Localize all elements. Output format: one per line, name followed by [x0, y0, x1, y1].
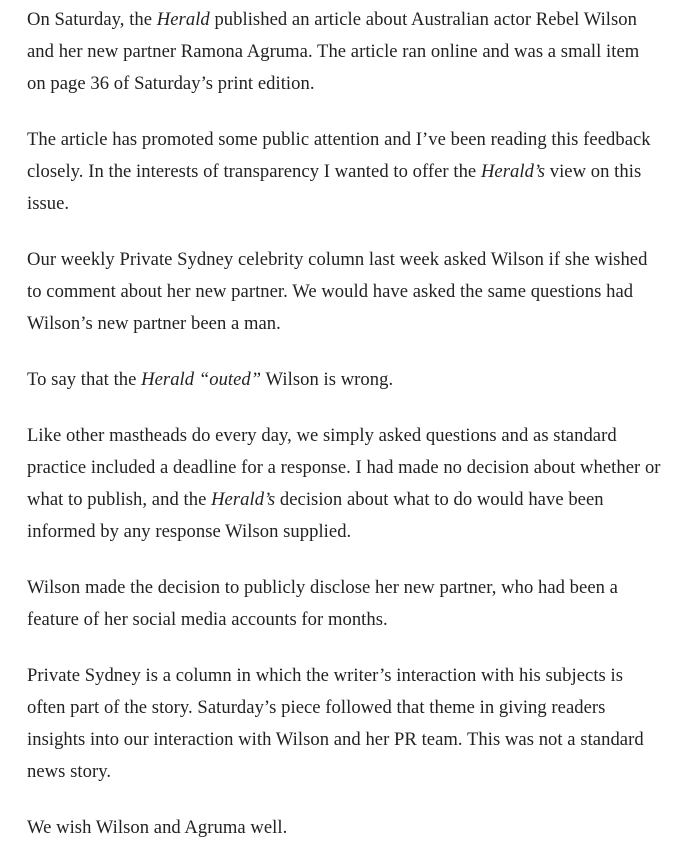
paragraph-4 [27, 364, 661, 396]
text-segment: decision about what to do would have been informed by any response Wilson supplied. [27, 489, 604, 542]
text-segment: Wilson is wrong. [261, 369, 394, 390]
text-segment: The article has promoted some public attention and I’ve been reading this feedback closely. In the interests of transparency I wanted to offer the [27, 129, 651, 182]
text-segment: Like other mastheads do every day, we simply asked questions and as standard practice included a deadline for a response. I had made no decision about whether or what to publish, and the [27, 425, 661, 510]
text-segment: published an article about Australian actor Rebel Wilson and her new partner Ramona Agruma. The article ran online and was a small item on page 36 of Saturday’s print edition. [27, 9, 640, 94]
paragraph-6 [27, 572, 661, 636]
paragraph-2 [27, 124, 661, 220]
paragraph-3 [27, 244, 661, 340]
paragraph-8 [27, 812, 661, 844]
text-segment: view on this issue. [27, 161, 642, 214]
masthead-name-italic: Herald [141, 369, 195, 390]
text-segment: Private Sydney is a column in which the writer’s interaction with his subjects is often part of the story. Saturday’s piece followed that theme in giving readers insights into our interaction with Wilson and her PR team. This was not a standard news story. [27, 665, 644, 782]
text-segment: We wish Wilson and Agruma well. [27, 817, 288, 838]
text-segment: Our weekly Private Sydney celebrity column last week asked Wilson if she wished to comment about her new partner. We would have asked the same questions had Wilson’s new partner been a man. [27, 249, 648, 334]
text-segment: Wilson made the decision to publicly disclose her new partner, who had been a feature of her social media accounts for months. [27, 577, 618, 630]
quoted-word-italic: “outed” [198, 369, 262, 390]
paragraph-1 [27, 4, 661, 100]
masthead-name-italic: Herald’s [480, 161, 546, 182]
text-segment: To say that the [27, 369, 142, 390]
paragraph-7 [27, 660, 661, 788]
text-segment: On Saturday, the [27, 9, 157, 30]
paragraph-5 [27, 420, 661, 548]
masthead-name-italic: Herald’s [211, 489, 276, 510]
masthead-name-italic: Herald [156, 9, 210, 30]
